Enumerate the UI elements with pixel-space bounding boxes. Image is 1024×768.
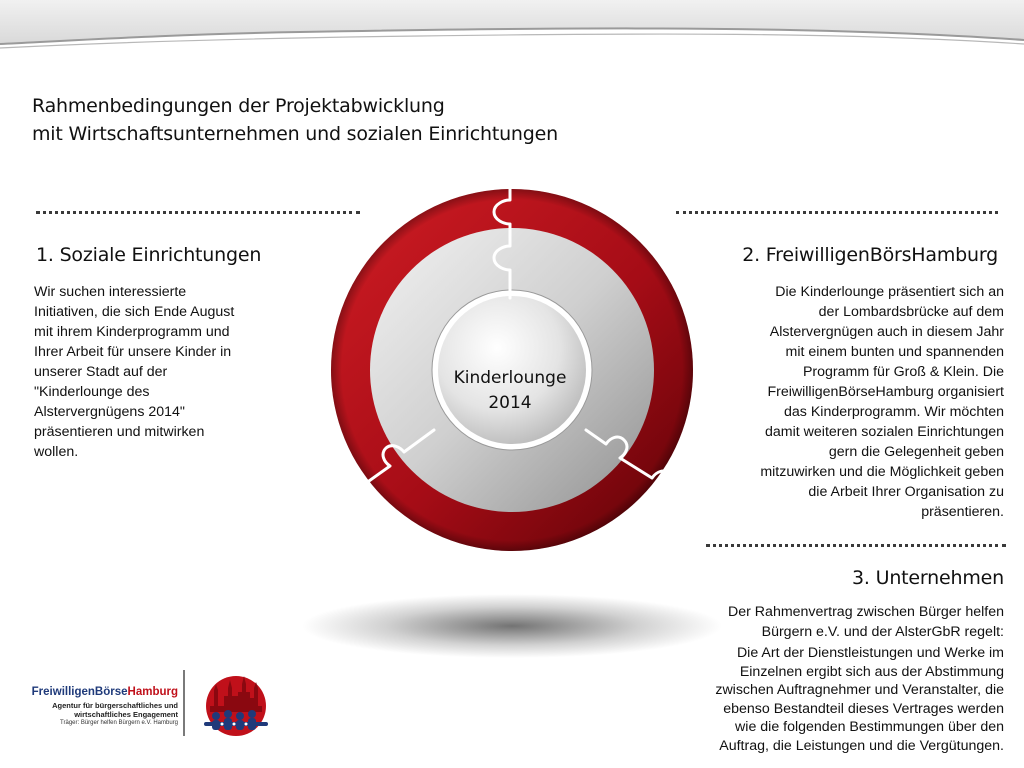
text-line: präsentieren.	[921, 504, 1004, 520]
text-line: die Arbeit Ihrer Organisation zu	[808, 484, 1004, 500]
text-line: Die Kinderlounge präsentiert sich an	[775, 284, 1004, 300]
logo-subtitle	[30, 701, 178, 719]
section-2-heading: 2. FreiwilligenBörsHamburg	[742, 244, 998, 266]
text-line: mit einem bunten und spannenden	[785, 344, 1004, 360]
text-line: gern die Gelegenheit geben	[828, 444, 1004, 460]
text-line: wie die folgenden Bestimmungen über den	[735, 719, 1004, 736]
logo-name-part-1: FreiwilligenBörse	[31, 686, 128, 698]
text-line: Bürgern e.V. und der AlsterGbR regelt:	[761, 624, 1004, 640]
text-line: damit weiteren sozialen Einrichtungen	[765, 424, 1004, 440]
text-line: Der Rahmenvertrag zwischen Bürger helfen	[728, 604, 1004, 620]
section-3-heading: 3. Unternehmen	[852, 567, 1004, 589]
center-label-line-2: 2014	[488, 393, 532, 413]
text-line: Initiativen, die sich Ende August	[34, 304, 235, 320]
logo-separator	[183, 670, 185, 736]
center-label	[440, 366, 580, 416]
section-3-intro	[664, 602, 1004, 642]
text-line: "Kinderlounge des	[34, 384, 150, 400]
text-line: Einzelnen ergibt sich aus der Abstimmung	[739, 663, 1004, 680]
logo-subtitle-line-1: Agentur für bürgerschaftliches und	[52, 701, 178, 710]
text-line: Alstervergnügens 2014"	[34, 404, 185, 420]
title-line-2: mit Wirtschaftsunternehmen und sozialen Einrichtungen	[32, 123, 558, 145]
logo-name-part-2: Hamburg	[127, 686, 178, 698]
text-line: Ihrer Arbeit für unsere Kinder in	[34, 344, 232, 360]
center-label-line-1: Kinderlounge	[453, 368, 567, 388]
section-1-heading: 1. Soziale Einrichtungen	[36, 244, 262, 266]
logo-subtitle-line-2: wirtschaftliches Engagement	[74, 710, 178, 719]
logo-carrier: Träger: Bürger helfen Bürgern e.V. Hamburg	[60, 720, 178, 726]
text-line: der Lombardsbrücke auf dem	[818, 304, 1004, 320]
text-line: Die Art der Dienstleistungen und Werke im	[736, 645, 1004, 661]
text-line: präsentieren und mitwirken	[34, 424, 205, 440]
section-2-text	[684, 282, 1004, 522]
section-3-text	[654, 644, 1004, 756]
text-line: wollen.	[34, 444, 79, 460]
logo-name	[30, 686, 178, 698]
logo-text	[30, 686, 178, 726]
text-line: Alstervergnügen auch in diesem Jahr	[769, 324, 1004, 340]
organization-logo	[30, 666, 285, 738]
text-line: Wir suchen interessierte	[34, 284, 187, 300]
text-line: mitzuwirken und die Möglichkeit geben	[760, 464, 1004, 480]
text-line: das Kinderprogramm. Wir möchten	[784, 404, 1004, 420]
title-line-1: Rahmenbedingungen der Projektabwicklung	[32, 95, 445, 117]
text-line: FreiwilligenBörseHamburg organisiert	[767, 384, 1004, 400]
section-1-text	[34, 282, 294, 462]
text-line: ebenso Bestandteil dieses Vertrages werden	[723, 700, 1004, 717]
text-line: Programm für Groß & Klein. Die	[802, 364, 1004, 380]
text-line: zwischen Auftragnehmer und Veranstalter, die	[715, 682, 1004, 699]
hamburg-skyline-logo-icon	[190, 666, 282, 738]
text-line: unserer Stadt auf der	[34, 364, 168, 380]
text-line: Auftrag, die Leistungen und die Vergütungen.	[719, 737, 1004, 754]
text-line: mit ihrem Kinderprogramm und	[34, 324, 230, 340]
